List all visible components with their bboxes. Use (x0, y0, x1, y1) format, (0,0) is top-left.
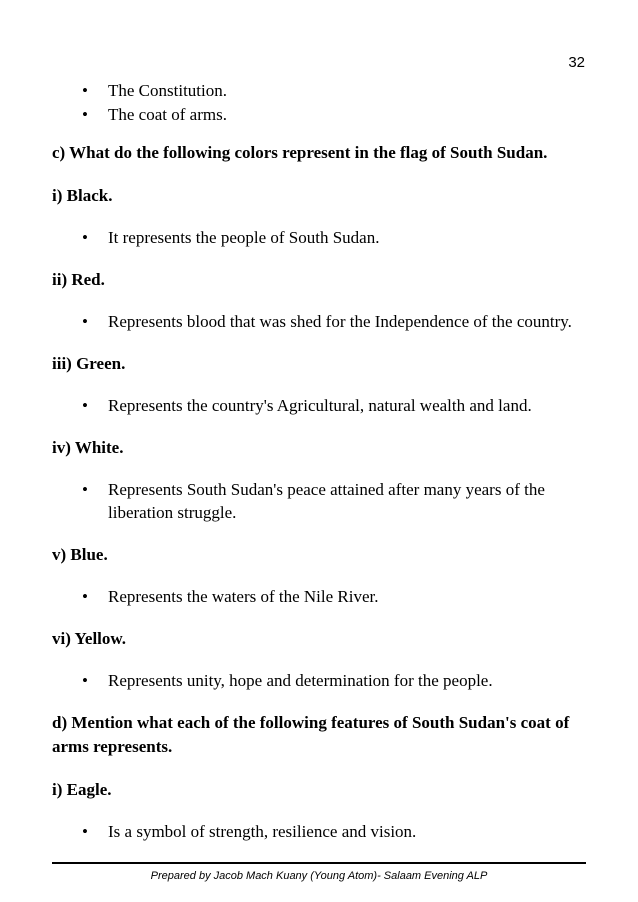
color-heading-yellow: vi) Yellow. (52, 629, 126, 648)
color-heading-blue: v) Blue. (52, 545, 108, 564)
footer-credit: Prepared by Jacob Mach Kuany (Young Atom)- Salaam Evening ALP (150, 870, 488, 882)
list-item (52, 103, 592, 126)
bullet-marker: • (82, 396, 88, 415)
bullet-marker: • (82, 587, 88, 606)
bullet-marker: • (82, 822, 88, 841)
list-item-text: Represents the country's Agricultural, natural wealth and land. (108, 396, 532, 415)
list-item (52, 669, 592, 692)
list-item-text: Represents the waters of the Nile River. (108, 587, 379, 606)
color-heading-red: ii) Red. (52, 270, 105, 289)
list-item (52, 394, 592, 417)
color-heading-white: iv) White. (52, 438, 124, 457)
list-item (52, 478, 592, 524)
footer-divider (52, 862, 586, 864)
page-content (52, 79, 592, 843)
list-item (52, 310, 592, 333)
bullet-marker: • (82, 671, 88, 690)
list-item (52, 820, 592, 843)
list-item (52, 585, 592, 608)
bullet-marker: • (82, 312, 88, 331)
bullet-marker: • (82, 228, 88, 247)
list-item-text: Represents South Sudan's peace attained after many years of the liberation struggle. (108, 480, 545, 522)
question-c-heading: c) What do the following colors represent in the flag of South Sudan. (52, 143, 548, 162)
list-item-text: Represents unity, hope and determination for the people. (108, 671, 493, 690)
list-item-text: Represents blood that was shed for the Independence of the country. (108, 312, 572, 331)
bullet-marker: • (82, 81, 88, 100)
list-item (52, 79, 592, 102)
bullet-marker: • (82, 480, 88, 499)
list-item-text: It represents the people of South Sudan. (108, 228, 380, 247)
list-item-text: The coat of arms. (108, 105, 227, 124)
feature-heading-eagle: i) Eagle. (52, 780, 112, 799)
question-d-heading: d) Mention what each of the following features of South Sudan's coat of arms represents. (52, 713, 570, 756)
list-item (52, 226, 592, 249)
color-heading-green: iii) Green. (52, 354, 126, 373)
color-heading-black: i) Black. (52, 186, 113, 205)
list-item-text: The Constitution. (108, 81, 227, 100)
list-item-text: Is a symbol of strength, resilience and vision. (108, 822, 417, 841)
page-number: 32 (568, 54, 585, 71)
bullet-marker: • (82, 105, 88, 124)
